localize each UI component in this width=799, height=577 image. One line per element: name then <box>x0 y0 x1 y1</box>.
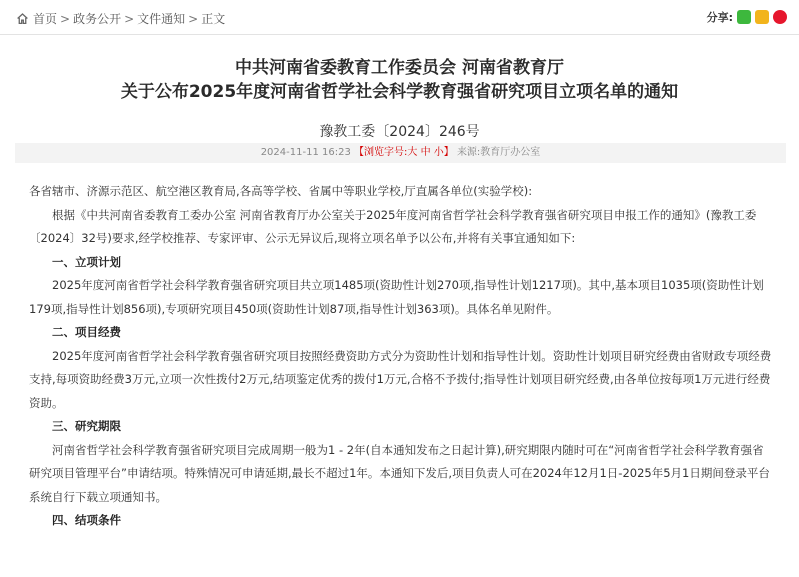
weibo-icon[interactable] <box>773 10 787 24</box>
section-paragraph: 2025年度河南省哲学社会科学教育强省研究项目共立项1485项(资助性计划270项,指导性计划1217项)。其中,基本项目1035项(资助性计划179项,指导性计划856项),专项研究项目450项(资助性计划87项,指导性计划363项)。具体名单见附件。 <box>29 278 764 316</box>
font-size-suffix: 】 <box>443 147 454 158</box>
page-title-line1: 中共河南省委教育工作委员会 河南省教育厅 <box>235 58 564 78</box>
font-size-prefix: 【浏览字号: <box>354 147 408 158</box>
breadcrumb-separator: > <box>124 11 135 26</box>
page-title-line2: 关于公布2025年度河南省哲学社会科学教育强省研究项目立项名单的通知 <box>120 82 679 102</box>
breadcrumb-home-link[interactable]: 首页 <box>33 12 58 26</box>
breadcrumb-separator: > <box>60 11 71 26</box>
section-heading: 四、结项条件 <box>52 513 121 527</box>
breadcrumb <box>16 10 225 27</box>
section-heading: 三、研究期限 <box>52 419 121 433</box>
breadcrumb-policy-link[interactable]: 政务公开 <box>73 12 122 26</box>
qzone-icon[interactable] <box>755 10 769 24</box>
font-size-medium-button[interactable]: 中 <box>420 147 431 158</box>
section-heading: 二、项目经费 <box>52 325 121 339</box>
share-label: 分享: <box>706 11 733 24</box>
breadcrumb-current: 正文 <box>201 12 226 26</box>
breadcrumb-notice-link[interactable]: 文件通知 <box>137 12 186 26</box>
section-paragraph: 2025年度河南省哲学社会科学教育强省研究项目按照经费资助方式分为资助性计划和指导性计划。资助性计划项目研究经费由省财政专项经费支持,每项资助经费3万元,立项一次性拨付2万元,结项鉴定优秀的拨付1万元,合格不予拨付;指导性计划项目研究经费,由各单位按每项1万元进行经费资助。 <box>29 348 772 410</box>
share-bar <box>707 9 787 25</box>
font-size-large-button[interactable]: 大 <box>407 147 418 158</box>
document-number: 豫教工委〔2024〕246号 <box>319 124 480 140</box>
font-size-small-button[interactable]: 小 <box>433 147 444 158</box>
section-heading: 一、立项计划 <box>52 254 121 269</box>
top-bar <box>0 0 799 35</box>
section-paragraph: 河南省哲学社会科学教育强省研究项目完成周期一般为1 - 2年(自本通知发布之日起计算),研究期限内随时可在“河南省哲学社会科学教育强省研究项目管理平台”申请结项。特殊情况可申请延期,最长不超过1年。本通知下发后,项目负责人可在2024年12月1日-2025年5月1日期间登录平台系统自行下载立项通知书。 <box>29 442 770 504</box>
article-body <box>29 180 774 533</box>
article-source: 来源:教育厅办公室 <box>456 147 541 158</box>
publish-date: 2024-11-11 16:23 <box>260 147 351 158</box>
greeting: 各省辖市、济源示范区、航空港区教育局,各高等学校、省属中等职业学校,厅直属各单位(实验学校): <box>29 184 533 198</box>
home-icon <box>16 12 29 25</box>
article-meta <box>15 143 786 163</box>
intro-paragraph: 根据《中共河南省委教育工委办公室 河南省教育厅办公室关于2025年度河南省哲学社会科学教育强省研究项目申报工作的通知》(豫教工委〔2024〕32号)要求,经学校推荐、专家评审、公示无异议后,现将立项名单予以公布,并将有关事宜通知如下: <box>29 207 757 245</box>
breadcrumb-separator: > <box>188 11 199 26</box>
wechat-icon[interactable] <box>737 10 751 24</box>
